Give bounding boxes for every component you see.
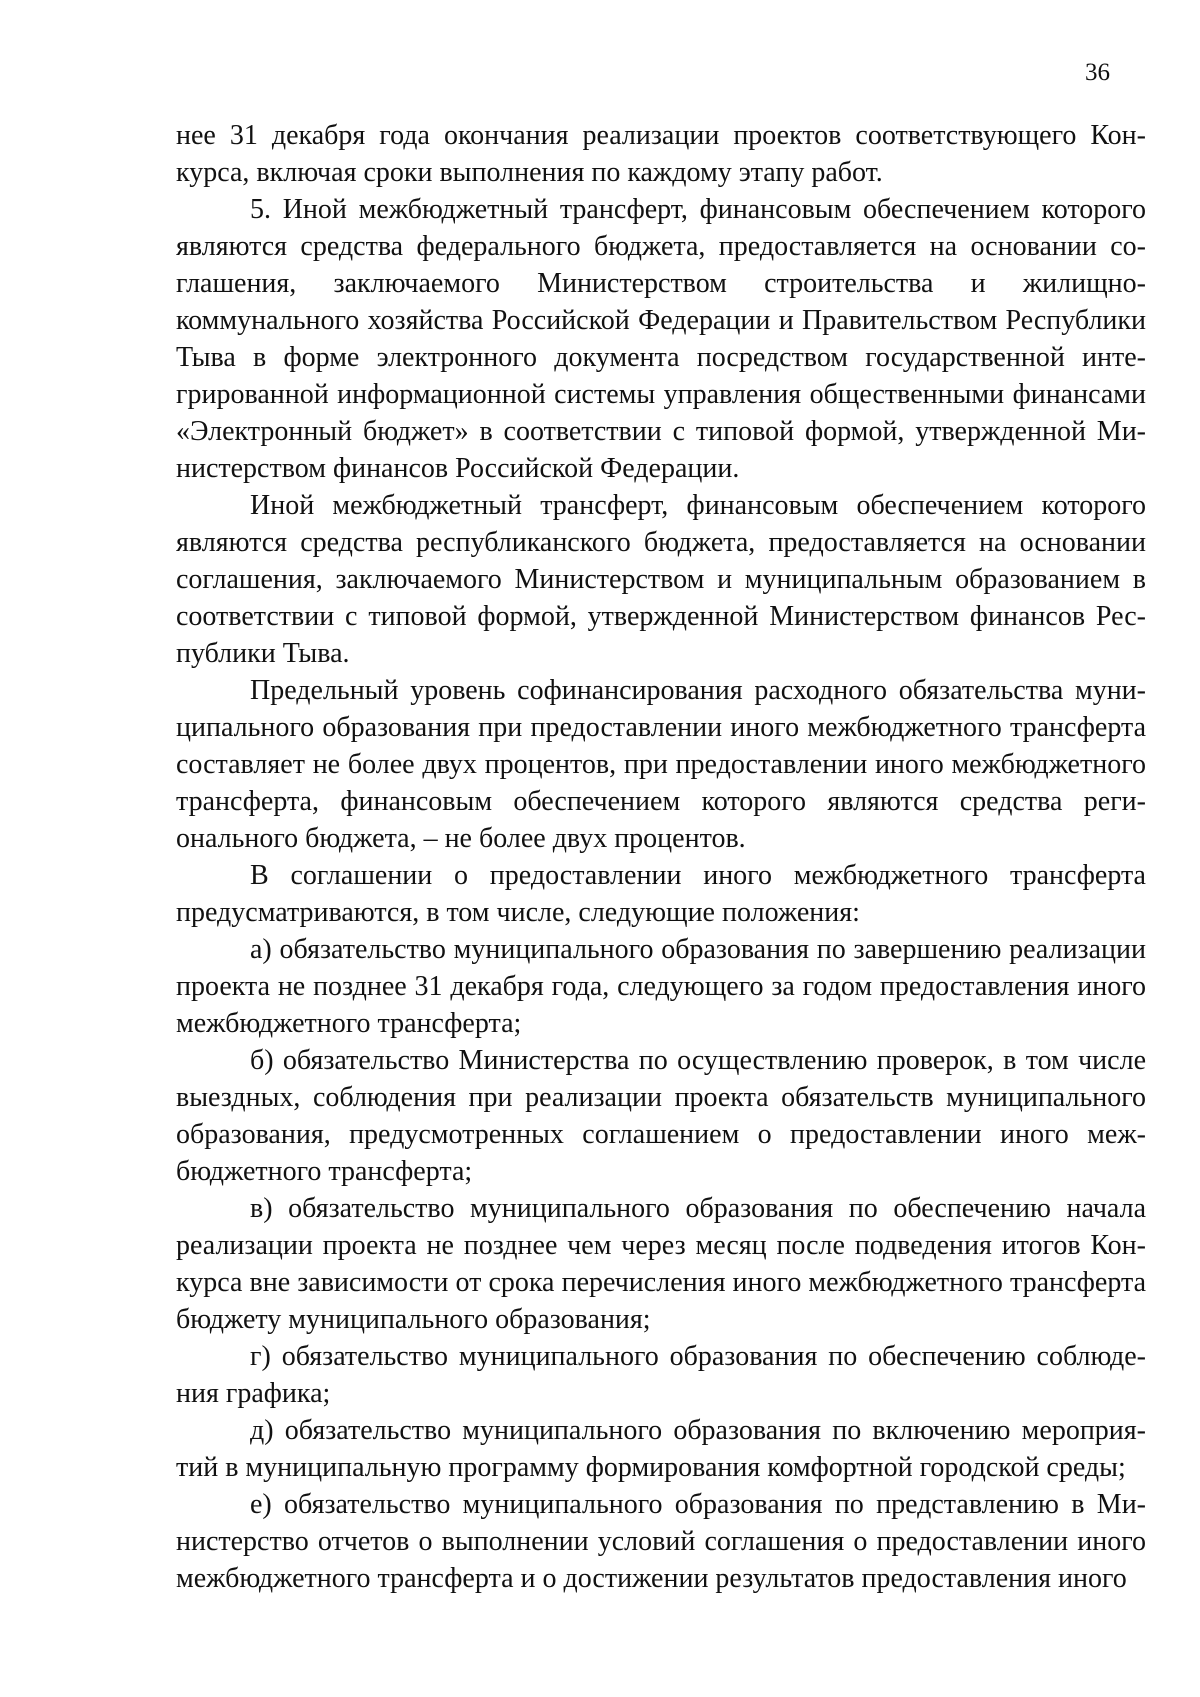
page-number: 36: [1085, 59, 1110, 86]
list-item-g: г) обязательство муниципального образования по обеспечению соблюдения графика;: [176, 1341, 1146, 1409]
paragraph-continuation: нее 31 декабря года окончания реализации проектов соответствующего Конкурса, включая сроки выполнения по каждому этапу работ.: [176, 120, 1146, 188]
document-body: [176, 117, 1146, 1597]
paragraph-republican-budget: Иной межбюджетный трансферт, финансовым обеспечением которого являются средства республиканского бюджета, предоставляется на основании соглашения, заключаемого Министерством и муниципальным образованием в соответствии с типовой формой, утвержденной Министерством финансов Республики Тыва.: [176, 490, 1146, 669]
list-item-a: а) обязательство муниципального образования по завершению реализации проекта не позднее 31 декабря года, следующего за годом предоставления иного межбюджетного трансферта;: [176, 934, 1146, 1039]
list-item-v: в) обязательство муниципального образования по обеспечению начала реализации проекта не позднее чем через месяц после подведения итогов Конкурса вне зависимости от срока перечисления иного межбюджетного трансферта бюджету муниципального образования;: [176, 1193, 1146, 1335]
list-item-d: д) обязательство муниципального образования по включению мероприятий в муниципальную программу формирования комфортной городской среды;: [176, 1415, 1146, 1483]
paragraph-cofinancing-level: Предельный уровень софинансирования расходного обязательства муниципального образования при предоставлении иного межбюджетного трансферта составляет не более двух процентов, при предоставлении иного межбюджетного трансферта, финансовым обеспечением которого являются средства регионального бюджета, – не более двух процентов.: [176, 675, 1146, 854]
paragraph-agreement-provisions: В соглашении о предоставлении иного межбюджетного трансферта предусматриваются, в том числе, следующие положения:: [176, 860, 1146, 928]
paragraph-item-5: 5. Иной межбюджетный трансферт, финансовым обеспечением которого являются средства федерального бюджета, предоставляется на основании соглашения, заключаемого Министерством строительства и жилищно-коммунального хозяйства Российской Федерации и Правительством Республики Тыва в форме электронного документа посредством государственной интегрированной информационной системы управления общественными финансами «Электронный бюджет» в соответствии с типовой формой, утвержденной Министерством финансов Российской Федерации.: [176, 194, 1146, 484]
list-item-b: б) обязательство Министерства по осуществлению проверок, в том числе выездных, соблюдения при реализации проекта обязательств муниципального образования, предусмотренных соглашением о предоставлении иного межбюджетного трансферта;: [176, 1045, 1146, 1187]
list-item-e: е) обязательство муниципального образования по представлению в Министерство отчетов о выполнении условий соглашения о предоставлении иного межбюджетного трансферта и о достижении результатов предоставления иного: [176, 1489, 1146, 1594]
